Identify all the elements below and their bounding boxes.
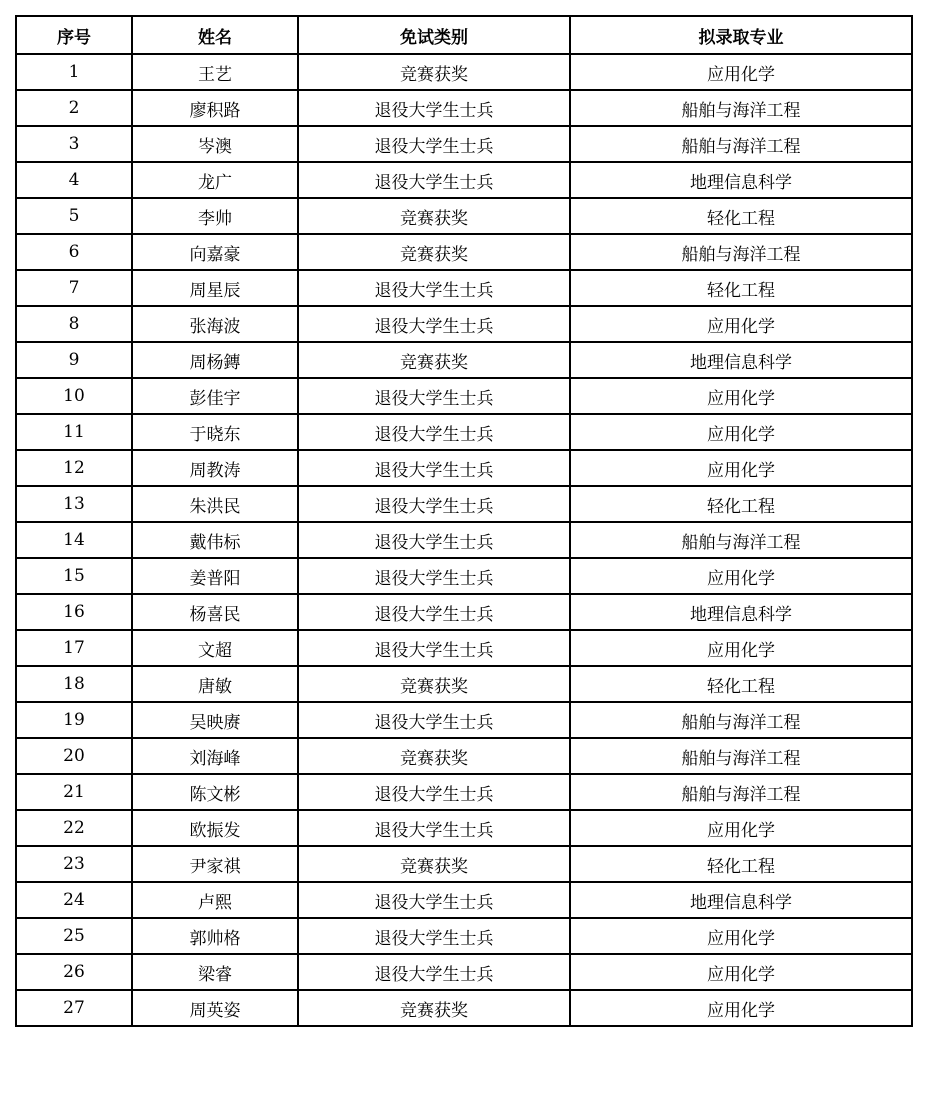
cell-index: 3 xyxy=(16,126,132,162)
cell-exemption-type: 退役大学生士兵 xyxy=(298,954,570,990)
header-major: 拟录取专业 xyxy=(570,16,912,54)
cell-exemption-type: 竞赛获奖 xyxy=(298,990,570,1026)
cell-major: 地理信息科学 xyxy=(570,162,912,198)
cell-index: 6 xyxy=(16,234,132,270)
cell-exemption-type: 退役大学生士兵 xyxy=(298,162,570,198)
table-row xyxy=(16,342,912,378)
cell-name: 梁睿 xyxy=(132,954,298,990)
cell-name: 廖积路 xyxy=(132,90,298,126)
cell-major: 应用化学 xyxy=(570,630,912,666)
table-row xyxy=(16,126,912,162)
admission-list-table xyxy=(15,15,913,1027)
cell-name: 陈文彬 xyxy=(132,774,298,810)
cell-index: 9 xyxy=(16,342,132,378)
cell-name: 龙广 xyxy=(132,162,298,198)
cell-name: 向嘉豪 xyxy=(132,234,298,270)
cell-major: 船舶与海洋工程 xyxy=(570,90,912,126)
cell-major: 应用化学 xyxy=(570,450,912,486)
cell-major: 船舶与海洋工程 xyxy=(570,126,912,162)
table-row xyxy=(16,54,912,90)
cell-name: 王艺 xyxy=(132,54,298,90)
cell-index: 13 xyxy=(16,486,132,522)
cell-exemption-type: 竞赛获奖 xyxy=(298,738,570,774)
cell-major: 轻化工程 xyxy=(570,666,912,702)
cell-name: 周杨鏄 xyxy=(132,342,298,378)
cell-major: 应用化学 xyxy=(570,306,912,342)
cell-index: 8 xyxy=(16,306,132,342)
cell-index: 22 xyxy=(16,810,132,846)
cell-name: 姜普阳 xyxy=(132,558,298,594)
table-row xyxy=(16,90,912,126)
cell-exemption-type: 退役大学生士兵 xyxy=(298,378,570,414)
cell-index: 15 xyxy=(16,558,132,594)
cell-major: 船舶与海洋工程 xyxy=(570,738,912,774)
cell-exemption-type: 退役大学生士兵 xyxy=(298,90,570,126)
cell-exemption-type: 竞赛获奖 xyxy=(298,198,570,234)
cell-name: 文超 xyxy=(132,630,298,666)
cell-index: 14 xyxy=(16,522,132,558)
cell-name: 戴伟标 xyxy=(132,522,298,558)
cell-exemption-type: 竞赛获奖 xyxy=(298,846,570,882)
cell-index: 5 xyxy=(16,198,132,234)
table-row xyxy=(16,630,912,666)
table-row xyxy=(16,666,912,702)
cell-exemption-type: 竞赛获奖 xyxy=(298,234,570,270)
table-row xyxy=(16,486,912,522)
cell-index: 7 xyxy=(16,270,132,306)
cell-index: 18 xyxy=(16,666,132,702)
cell-name: 杨喜民 xyxy=(132,594,298,630)
table-row xyxy=(16,954,912,990)
cell-name: 刘海峰 xyxy=(132,738,298,774)
cell-exemption-type: 退役大学生士兵 xyxy=(298,486,570,522)
cell-name: 李帅 xyxy=(132,198,298,234)
table-body xyxy=(16,54,912,1026)
cell-name: 吴映赓 xyxy=(132,702,298,738)
table-row xyxy=(16,414,912,450)
cell-exemption-type: 退役大学生士兵 xyxy=(298,594,570,630)
cell-name: 尹家祺 xyxy=(132,846,298,882)
cell-index: 4 xyxy=(16,162,132,198)
cell-index: 16 xyxy=(16,594,132,630)
cell-major: 轻化工程 xyxy=(570,486,912,522)
cell-name: 周教涛 xyxy=(132,450,298,486)
header-index: 序号 xyxy=(16,16,132,54)
cell-index: 25 xyxy=(16,918,132,954)
header-row xyxy=(16,16,912,54)
cell-name: 彭佳宇 xyxy=(132,378,298,414)
cell-major: 船舶与海洋工程 xyxy=(570,522,912,558)
table-row xyxy=(16,270,912,306)
cell-major: 船舶与海洋工程 xyxy=(570,774,912,810)
cell-major: 应用化学 xyxy=(570,54,912,90)
cell-exemption-type: 退役大学生士兵 xyxy=(298,450,570,486)
cell-major: 应用化学 xyxy=(570,954,912,990)
cell-name: 周英姿 xyxy=(132,990,298,1026)
table-row xyxy=(16,306,912,342)
cell-major: 应用化学 xyxy=(570,558,912,594)
cell-exemption-type: 竞赛获奖 xyxy=(298,54,570,90)
cell-index: 11 xyxy=(16,414,132,450)
cell-index: 21 xyxy=(16,774,132,810)
cell-name: 卢熙 xyxy=(132,882,298,918)
cell-major: 应用化学 xyxy=(570,918,912,954)
cell-name: 唐敏 xyxy=(132,666,298,702)
cell-major: 船舶与海洋工程 xyxy=(570,702,912,738)
cell-index: 17 xyxy=(16,630,132,666)
cell-index: 23 xyxy=(16,846,132,882)
table-row xyxy=(16,810,912,846)
cell-major: 船舶与海洋工程 xyxy=(570,234,912,270)
table-row xyxy=(16,594,912,630)
cell-index: 1 xyxy=(16,54,132,90)
cell-name: 张海波 xyxy=(132,306,298,342)
table-row xyxy=(16,558,912,594)
table-row xyxy=(16,450,912,486)
table-row xyxy=(16,774,912,810)
table-row xyxy=(16,162,912,198)
cell-index: 24 xyxy=(16,882,132,918)
cell-major: 应用化学 xyxy=(570,810,912,846)
cell-index: 19 xyxy=(16,702,132,738)
cell-major: 轻化工程 xyxy=(570,198,912,234)
header-name: 姓名 xyxy=(132,16,298,54)
table-row xyxy=(16,198,912,234)
table-row xyxy=(16,990,912,1026)
cell-index: 10 xyxy=(16,378,132,414)
cell-major: 地理信息科学 xyxy=(570,882,912,918)
header-exemption-type: 免试类别 xyxy=(298,16,570,54)
cell-major: 应用化学 xyxy=(570,414,912,450)
cell-major: 轻化工程 xyxy=(570,846,912,882)
cell-exemption-type: 退役大学生士兵 xyxy=(298,522,570,558)
cell-exemption-type: 竞赛获奖 xyxy=(298,666,570,702)
cell-name: 岑澳 xyxy=(132,126,298,162)
cell-exemption-type: 退役大学生士兵 xyxy=(298,306,570,342)
table-row xyxy=(16,702,912,738)
cell-index: 27 xyxy=(16,990,132,1026)
cell-name: 周星辰 xyxy=(132,270,298,306)
cell-exemption-type: 退役大学生士兵 xyxy=(298,126,570,162)
cell-name: 朱洪民 xyxy=(132,486,298,522)
table-header xyxy=(16,16,912,54)
cell-exemption-type: 退役大学生士兵 xyxy=(298,918,570,954)
cell-exemption-type: 退役大学生士兵 xyxy=(298,414,570,450)
cell-exemption-type: 退役大学生士兵 xyxy=(298,558,570,594)
cell-index: 20 xyxy=(16,738,132,774)
cell-major: 应用化学 xyxy=(570,378,912,414)
table-row xyxy=(16,522,912,558)
admission-list-table-container xyxy=(15,15,913,1027)
cell-index: 12 xyxy=(16,450,132,486)
cell-exemption-type: 退役大学生士兵 xyxy=(298,774,570,810)
table-row xyxy=(16,846,912,882)
cell-exemption-type: 退役大学生士兵 xyxy=(298,882,570,918)
cell-index: 2 xyxy=(16,90,132,126)
cell-major: 地理信息科学 xyxy=(570,594,912,630)
cell-major: 地理信息科学 xyxy=(570,342,912,378)
table-row xyxy=(16,234,912,270)
cell-exemption-type: 退役大学生士兵 xyxy=(298,702,570,738)
table-row xyxy=(16,378,912,414)
cell-exemption-type: 退役大学生士兵 xyxy=(298,270,570,306)
cell-exemption-type: 退役大学生士兵 xyxy=(298,630,570,666)
table-row xyxy=(16,738,912,774)
table-row xyxy=(16,882,912,918)
cell-exemption-type: 竞赛获奖 xyxy=(298,342,570,378)
cell-index: 26 xyxy=(16,954,132,990)
table-row xyxy=(16,918,912,954)
cell-name: 于晓东 xyxy=(132,414,298,450)
cell-exemption-type: 退役大学生士兵 xyxy=(298,810,570,846)
cell-major: 轻化工程 xyxy=(570,270,912,306)
cell-major: 应用化学 xyxy=(570,990,912,1026)
cell-name: 欧振发 xyxy=(132,810,298,846)
cell-name: 郭帅格 xyxy=(132,918,298,954)
